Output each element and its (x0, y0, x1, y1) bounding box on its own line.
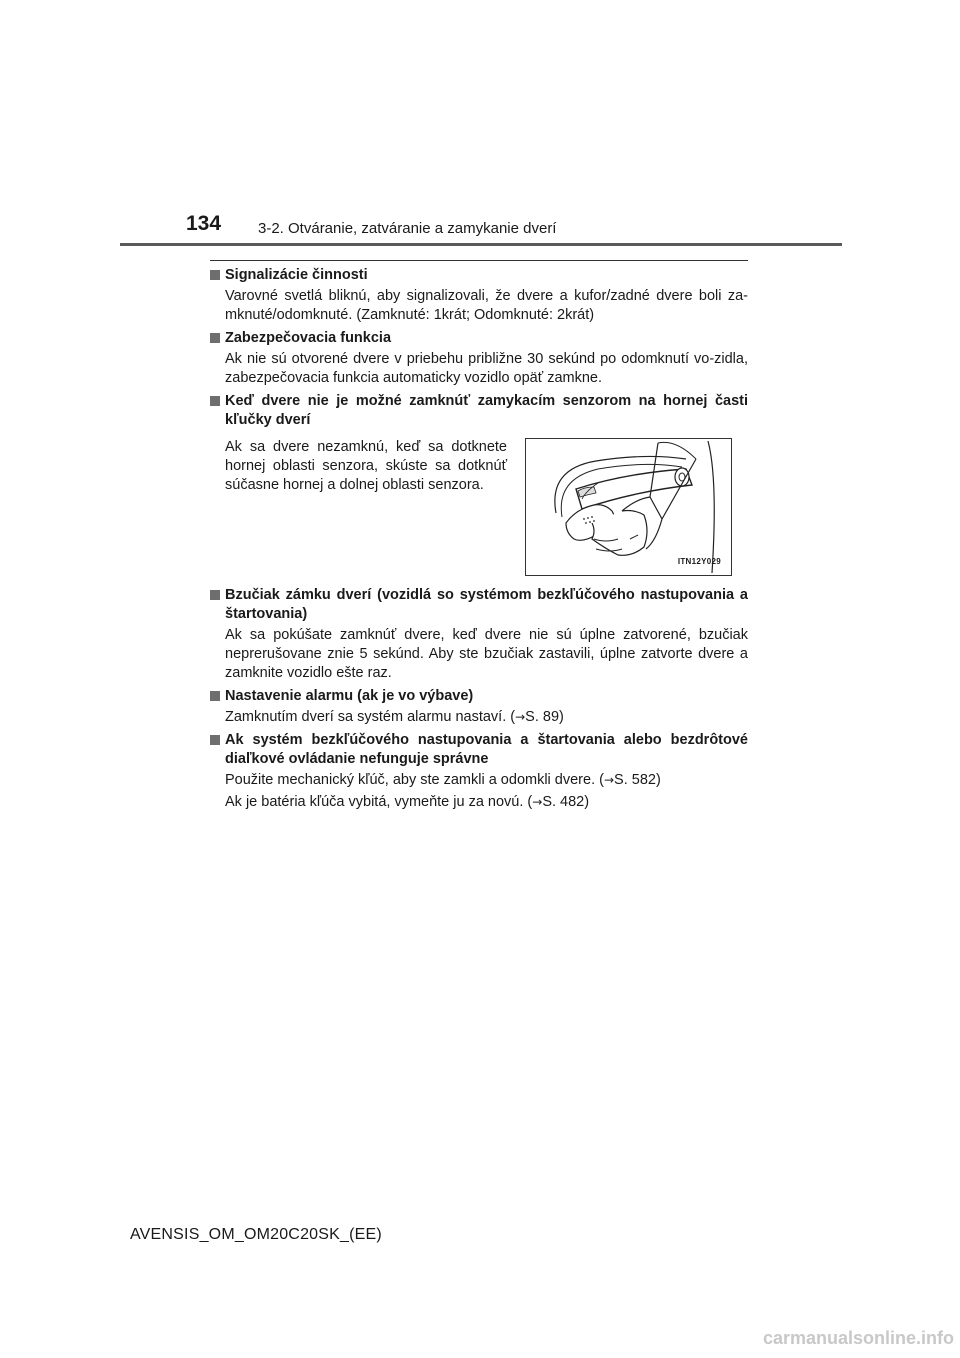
figure-code: ITN12Y029 (677, 557, 721, 566)
watermark: carmanualsonline.info (762, 1328, 954, 1348)
arrow-right-icon: → (603, 773, 615, 787)
square-bullet-icon (210, 396, 220, 406)
item-heading: Bzučiak zámku dverí (vozidlá so systémom bezkľúčového nastupovania a štartovania) (210, 586, 748, 624)
square-bullet-icon (210, 735, 220, 745)
item-signalization (210, 266, 748, 325)
item-security-function (210, 329, 748, 388)
figure-row (210, 438, 748, 576)
item-body: Použite mechanický kľúč, aby ste zamkli a odomkli dvere. (→S. 582) (225, 772, 661, 788)
content-area (210, 266, 748, 816)
item-heading: Signalizácie činnosti (210, 266, 748, 285)
header-divider (120, 243, 842, 246)
door-handle-illustration (525, 438, 732, 576)
item-body: Ak nie sú otvorené dvere v priebehu približne 30 sekúnd po odomknutí vo-zidla, zabezpečovacia funkcia automaticky vozidlo opäť zamkne. (225, 351, 748, 386)
item-sensor-lock (210, 392, 748, 576)
item-keyless-malfunction (210, 731, 748, 812)
item-lock-buzzer (210, 586, 748, 683)
item-heading: Nastavenie alarmu (ak je vo výbave) (210, 687, 748, 706)
square-bullet-icon (210, 270, 220, 280)
item-body: Ak sa dvere nezamknú, keď sa dotknete hornej oblasti senzora, skúste sa dotknúť súčasne hornej a dolnej oblasti senzora. (225, 439, 507, 493)
square-bullet-icon (210, 691, 220, 701)
item-body: Ak je batéria kľúča vybitá, vymeňte ju za novú. (→S. 482) (225, 794, 590, 810)
arrow-right-icon: → (515, 710, 526, 724)
item-heading: Ak systém bezkľúčového nastupovania a štartovania alebo bezdrôtové diaľkové ovládanie nefunguje správne (210, 731, 748, 769)
page-number: 134 (186, 212, 222, 235)
page-reference[interactable]: S. 482) (542, 794, 590, 810)
square-bullet-icon (210, 333, 220, 343)
item-body: Ak sa pokúšate zamknúť dvere, keď dvere nie sú úplne zatvorené, bzučiak neprerušovane znie 5 sekúnd. Aby ste bzučiak zastavili, úplne zatvorte dvere a zamknite vozidlo ešte raz. (225, 627, 748, 681)
page-reference[interactable]: S. 582) (614, 772, 661, 788)
item-heading: Keď dvere nie je možné zamknúť zamykacím senzorom na hornej časti kľučky dverí (210, 392, 748, 430)
item-heading: Zabezpečovacia funkcia (210, 329, 748, 348)
document-code: AVENSIS_OM_OM20C20SK_(EE) (130, 1226, 382, 1243)
section-divider (210, 260, 748, 261)
square-bullet-icon (210, 590, 220, 600)
item-alarm-setting (210, 687, 748, 727)
item-body: Varovné svetlá bliknú, aby signalizovali, že dvere a kufor/zadné dvere boli za-mknuté/odomknuté. (Zamknuté: 1krát; Odomknuté: 2krát) (225, 288, 748, 323)
item-body: Zamknutím dverí sa systém alarmu nastaví. (→S. 89) (225, 709, 564, 725)
arrow-right-icon: → (532, 795, 543, 809)
chapter-title: 3-2. Otváranie, zatváranie a zamykanie dverí (258, 220, 557, 237)
page-reference[interactable]: S. 89) (525, 709, 564, 725)
